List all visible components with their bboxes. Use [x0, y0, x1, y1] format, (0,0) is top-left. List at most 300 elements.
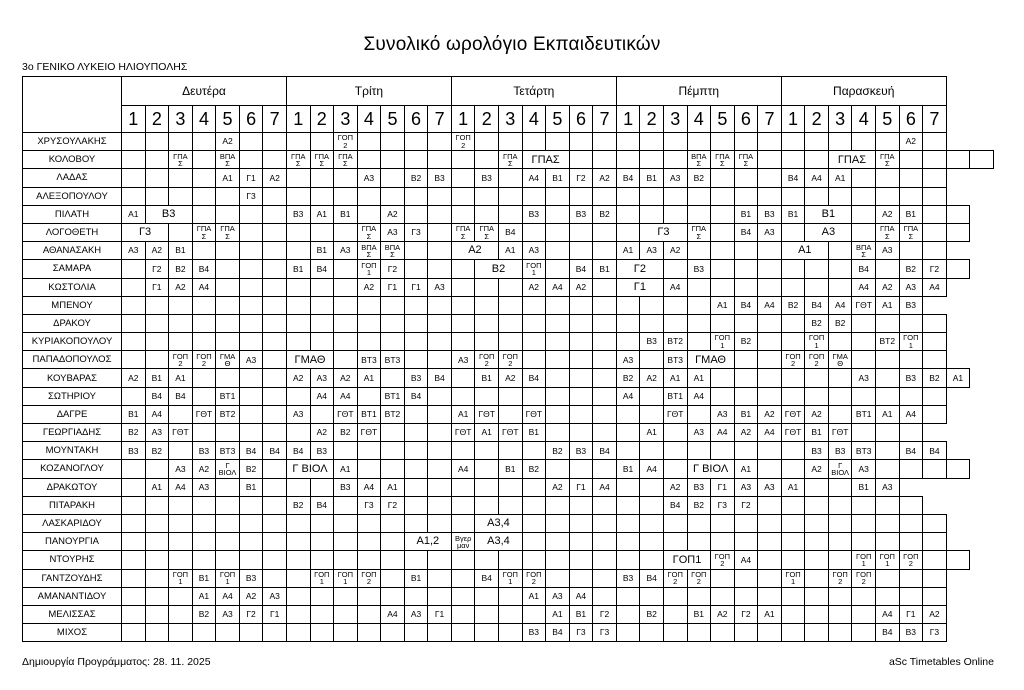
- lesson-cell: [334, 587, 358, 605]
- lesson-cell: [616, 223, 640, 241]
- lesson-cell: ΓΜΑ Θ: [216, 351, 240, 369]
- teacher-row: [23, 151, 994, 169]
- lesson-cell: [169, 187, 193, 205]
- lesson-cell: [828, 278, 852, 296]
- lesson-cell: [899, 169, 923, 187]
- period-header: 3: [334, 106, 358, 133]
- lesson-cell: [923, 187, 947, 205]
- lesson-cell: [286, 133, 310, 151]
- lesson-cell: ΒΤ3: [357, 351, 381, 369]
- lesson-cell: Β3: [899, 624, 923, 642]
- lesson-cell: [569, 133, 593, 151]
- teacher-row: [23, 514, 994, 532]
- lesson-cell: [357, 187, 381, 205]
- lesson-cell: [616, 442, 640, 460]
- lesson-cell: Α1: [310, 205, 334, 223]
- lesson-cell: Β1: [169, 242, 193, 260]
- lesson-cell: [145, 133, 169, 151]
- teacher-row: [23, 405, 994, 423]
- lesson-cell: Β2: [475, 260, 522, 278]
- lesson-cell: Α1: [946, 369, 970, 387]
- lesson-cell: ΓΟΠ 2: [334, 133, 358, 151]
- teacher-name: ΓΑΝΤΖΟΥΔΗΣ: [23, 569, 122, 587]
- teacher-row: [23, 624, 994, 642]
- lesson-cell: Α1: [451, 405, 475, 423]
- lesson-cell: [334, 351, 358, 369]
- lesson-cell: Β3: [404, 369, 428, 387]
- lesson-cell: Β2: [122, 424, 146, 442]
- lesson-cell: [593, 278, 617, 296]
- lesson-cell: Α3: [404, 605, 428, 623]
- lesson-cell: Γ3: [593, 624, 617, 642]
- lesson-cell: ΓΠΑ Σ: [899, 223, 923, 241]
- lesson-cell: [522, 442, 546, 460]
- lesson-cell: [122, 460, 146, 478]
- lesson-cell: [451, 551, 475, 569]
- lesson-cell: Α3: [687, 424, 711, 442]
- lesson-cell: [169, 624, 193, 642]
- lesson-cell: [122, 569, 146, 587]
- lesson-cell: ΓΠΑ Σ: [876, 223, 900, 241]
- lesson-cell: [734, 587, 758, 605]
- lesson-cell: [122, 387, 146, 405]
- lesson-cell: Γ2: [593, 605, 617, 623]
- lesson-cell: [546, 460, 570, 478]
- lesson-cell: [192, 624, 216, 642]
- lesson-cell: [758, 533, 782, 551]
- lesson-cell: [758, 314, 782, 332]
- lesson-cell: [687, 133, 711, 151]
- lesson-cell: [263, 314, 287, 332]
- teacher-name: ΚΟΥΒΑΡΑΣ: [23, 369, 122, 387]
- lesson-cell: Β4: [734, 296, 758, 314]
- lesson-cell: Α3: [145, 424, 169, 442]
- lesson-cell: [616, 151, 640, 169]
- lesson-cell: [781, 260, 805, 278]
- lesson-cell: [593, 133, 617, 151]
- lesson-cell: [593, 314, 617, 332]
- lesson-cell: [216, 514, 240, 532]
- lesson-cell: [428, 151, 452, 169]
- lesson-cell: [546, 223, 570, 241]
- lesson-cell: Β3: [239, 569, 263, 587]
- lesson-cell: [640, 624, 664, 642]
- lesson-cell: Γ1: [569, 478, 593, 496]
- lesson-cell: Β1: [145, 369, 169, 387]
- lesson-cell: [640, 405, 664, 423]
- lesson-cell: ΓΘΤ: [852, 296, 876, 314]
- lesson-cell: [616, 496, 640, 514]
- lesson-cell: [263, 278, 287, 296]
- brand-label: aSc Timetables Online: [888, 656, 994, 668]
- lesson-cell: [192, 333, 216, 351]
- lesson-cell: [334, 624, 358, 642]
- lesson-cell: Β2: [640, 605, 664, 623]
- period-header: 7: [593, 106, 617, 133]
- lesson-cell: ΓΠΑ Σ: [169, 151, 193, 169]
- lesson-cell: [593, 369, 617, 387]
- lesson-cell: [758, 169, 782, 187]
- lesson-cell: Β2: [169, 260, 193, 278]
- lesson-cell: Α4: [569, 587, 593, 605]
- lesson-cell: [734, 351, 758, 369]
- lesson-cell: [758, 587, 782, 605]
- lesson-cell: [451, 187, 475, 205]
- lesson-cell: [546, 369, 570, 387]
- lesson-cell: ΒΤ1: [663, 387, 687, 405]
- lesson-cell: Β4: [192, 260, 216, 278]
- lesson-cell: [593, 242, 617, 260]
- lesson-cell: [593, 569, 617, 587]
- lesson-cell: [122, 551, 146, 569]
- lesson-cell: [640, 205, 664, 223]
- lesson-cell: [923, 587, 947, 605]
- lesson-cell: ΓΟΠ 1: [169, 569, 193, 587]
- lesson-cell: [876, 314, 900, 332]
- lesson-cell: [640, 187, 664, 205]
- lesson-cell: [923, 533, 947, 551]
- period-header: 2: [310, 106, 334, 133]
- lesson-cell: Α4: [687, 387, 711, 405]
- lesson-cell: [711, 187, 735, 205]
- lesson-cell: [451, 605, 475, 623]
- lesson-cell: [663, 424, 687, 442]
- lesson-cell: Β4: [734, 223, 758, 241]
- lesson-cell: Α1: [357, 369, 381, 387]
- lesson-cell: [640, 314, 664, 332]
- lesson-cell: [475, 187, 499, 205]
- lesson-cell: [263, 624, 287, 642]
- lesson-cell: [310, 587, 334, 605]
- lesson-cell: Β4: [899, 442, 923, 460]
- lesson-cell: Β4: [404, 387, 428, 405]
- lesson-cell: [451, 369, 475, 387]
- lesson-cell: [734, 278, 758, 296]
- lesson-cell: Β2: [781, 296, 805, 314]
- lesson-cell: [499, 133, 523, 151]
- lesson-cell: Α3: [616, 351, 640, 369]
- lesson-cell: ΓΟΠ 2: [169, 351, 193, 369]
- lesson-cell: [334, 442, 358, 460]
- lesson-cell: Α4: [828, 296, 852, 314]
- teacher-row: [23, 351, 994, 369]
- teacher-name: ΔΑΓΡΕ: [23, 405, 122, 423]
- lesson-cell: [334, 533, 358, 551]
- lesson-cell: [923, 223, 947, 241]
- lesson-cell: [428, 569, 452, 587]
- lesson-cell: Β2: [593, 205, 617, 223]
- lesson-cell: [946, 205, 970, 223]
- lesson-cell: [758, 242, 782, 260]
- lesson-cell: ΒΤ2: [381, 405, 405, 423]
- lesson-cell: [569, 551, 593, 569]
- lesson-cell: Β2: [286, 496, 310, 514]
- day-header: Πέμπτη: [616, 77, 781, 106]
- teacher-name: ΣΑΜΑΡΑ: [23, 260, 122, 278]
- lesson-cell: [192, 205, 216, 223]
- lesson-cell: Β3: [899, 296, 923, 314]
- lesson-cell: Α2: [286, 369, 310, 387]
- lesson-cell: [616, 333, 640, 351]
- lesson-cell: Β3: [805, 442, 829, 460]
- lesson-cell: [499, 333, 523, 351]
- lesson-cell: [428, 314, 452, 332]
- lesson-cell: ΓΠΑ Σ: [310, 151, 334, 169]
- teacher-name: ΑΘΑΝΑΣΑΚΗ: [23, 242, 122, 260]
- lesson-cell: [852, 514, 876, 532]
- lesson-cell: [923, 242, 947, 260]
- lesson-cell: [451, 496, 475, 514]
- teacher-name: ΧΡΥΣΟΥΛΑΚΗΣ: [23, 133, 122, 151]
- lesson-cell: Β4: [805, 296, 829, 314]
- period-header: 2: [640, 106, 664, 133]
- teacher-row: [23, 460, 994, 478]
- lesson-cell: [852, 133, 876, 151]
- lesson-cell: [781, 605, 805, 623]
- lesson-cell: [758, 351, 782, 369]
- lesson-cell: [781, 278, 805, 296]
- lesson-cell: Α4: [805, 169, 829, 187]
- lesson-cell: [640, 351, 664, 369]
- teacher-row: [23, 242, 994, 260]
- lesson-cell: Β1: [805, 205, 852, 223]
- lesson-cell: [687, 624, 711, 642]
- lesson-cell: [286, 624, 310, 642]
- lesson-cell: [475, 278, 499, 296]
- lesson-cell: [569, 151, 593, 169]
- lesson-cell: [404, 133, 428, 151]
- lesson-cell: ΓΘΤ: [475, 405, 499, 423]
- lesson-cell: [711, 314, 735, 332]
- period-header: 6: [569, 106, 593, 133]
- lesson-cell: [263, 223, 287, 241]
- lesson-cell: [428, 260, 452, 278]
- lesson-cell: [593, 151, 617, 169]
- lesson-cell: [640, 587, 664, 605]
- lesson-cell: [286, 314, 310, 332]
- teacher-name: ΜΙΧΟΣ: [23, 624, 122, 642]
- lesson-cell: [663, 624, 687, 642]
- lesson-cell: Β1: [569, 605, 593, 623]
- lesson-cell: [805, 624, 829, 642]
- lesson-cell: Β4: [663, 496, 687, 514]
- lesson-cell: Γ1: [381, 278, 405, 296]
- lesson-cell: [687, 514, 711, 532]
- lesson-cell: [805, 533, 829, 551]
- lesson-cell: Β1: [734, 405, 758, 423]
- lesson-cell: Α4: [546, 278, 570, 296]
- lesson-cell: [357, 205, 381, 223]
- lesson-cell: [499, 405, 523, 423]
- lesson-cell: [593, 496, 617, 514]
- lesson-cell: Α3: [899, 278, 923, 296]
- lesson-cell: [923, 314, 947, 332]
- lesson-cell: [758, 442, 782, 460]
- lesson-cell: [381, 624, 405, 642]
- lesson-cell: [569, 242, 593, 260]
- lesson-cell: Α3: [876, 478, 900, 496]
- lesson-cell: ΒΠΑ Σ: [381, 242, 405, 260]
- lesson-cell: [852, 314, 876, 332]
- lesson-cell: Γ ΒΙΟΛ: [687, 460, 734, 478]
- lesson-cell: Α4: [357, 478, 381, 496]
- lesson-cell: [239, 369, 263, 387]
- lesson-cell: [286, 551, 310, 569]
- lesson-cell: [593, 424, 617, 442]
- lesson-cell: [122, 133, 146, 151]
- lesson-cell: [192, 551, 216, 569]
- lesson-cell: [923, 333, 947, 351]
- lesson-cell: [451, 296, 475, 314]
- lesson-cell: [239, 333, 263, 351]
- lesson-cell: [687, 314, 711, 332]
- lesson-cell: [663, 314, 687, 332]
- lesson-cell: [192, 169, 216, 187]
- lesson-cell: [852, 187, 876, 205]
- lesson-cell: [734, 533, 758, 551]
- lesson-cell: Α4: [758, 296, 782, 314]
- lesson-cell: [122, 624, 146, 642]
- lesson-cell: [451, 278, 475, 296]
- lesson-cell: Β2: [239, 460, 263, 478]
- lesson-cell: [663, 514, 687, 532]
- lesson-cell: [758, 278, 782, 296]
- period-header: 5: [546, 106, 570, 133]
- lesson-cell: [781, 587, 805, 605]
- lesson-cell: [616, 587, 640, 605]
- lesson-cell: ΓΘΤ: [334, 405, 358, 423]
- teacher-name: ΛΑΔΑΣ: [23, 169, 122, 187]
- lesson-cell: Γ2: [734, 605, 758, 623]
- lesson-cell: [758, 551, 782, 569]
- lesson-cell: [310, 187, 334, 205]
- lesson-cell: [239, 514, 263, 532]
- period-header: 6: [404, 106, 428, 133]
- lesson-cell: [451, 514, 475, 532]
- lesson-cell: ΓΟΠ 1: [711, 333, 735, 351]
- lesson-cell: ΒΠΑ Σ: [357, 242, 381, 260]
- lesson-cell: [145, 496, 169, 514]
- lesson-cell: [263, 187, 287, 205]
- lesson-cell: Γ1: [145, 278, 169, 296]
- lesson-cell: [569, 405, 593, 423]
- lesson-cell: [711, 533, 735, 551]
- teacher-row: [23, 278, 994, 296]
- lesson-cell: Β4: [499, 223, 523, 241]
- lesson-cell: [404, 405, 428, 423]
- lesson-cell: [404, 205, 428, 223]
- lesson-cell: Α3: [758, 223, 782, 241]
- lesson-cell: [663, 296, 687, 314]
- lesson-cell: [734, 624, 758, 642]
- lesson-cell: [216, 624, 240, 642]
- lesson-cell: [805, 496, 829, 514]
- lesson-cell: [923, 169, 947, 187]
- lesson-cell: ΓΟΠ 2: [663, 569, 687, 587]
- lesson-cell: Γ1: [899, 605, 923, 623]
- lesson-cell: [663, 260, 687, 278]
- lesson-cell: Β1: [546, 169, 570, 187]
- teacher-row: [23, 187, 994, 205]
- period-header: 3: [499, 106, 523, 133]
- lesson-cell: ΓΟΠ 2: [192, 351, 216, 369]
- lesson-cell: ΓΟΠ 2: [899, 551, 923, 569]
- teacher-name: ΠΙΛΑΤΗ: [23, 205, 122, 223]
- lesson-cell: Α1: [781, 478, 805, 496]
- lesson-cell: [569, 424, 593, 442]
- lesson-cell: ΓΟΠ 2: [357, 569, 381, 587]
- lesson-cell: Β4: [781, 169, 805, 187]
- lesson-cell: [593, 333, 617, 351]
- lesson-cell: [758, 569, 782, 587]
- lesson-cell: [522, 387, 546, 405]
- lesson-cell: [286, 478, 310, 496]
- lesson-cell: [239, 496, 263, 514]
- lesson-cell: ΓΠΑ Σ: [216, 223, 240, 241]
- teacher-name: ΚΟΖΑΝΟΓΛΟΥ: [23, 460, 122, 478]
- period-header: 7: [428, 106, 452, 133]
- lesson-cell: [852, 424, 876, 442]
- lesson-cell: [404, 351, 428, 369]
- lesson-cell: [687, 442, 711, 460]
- lesson-cell: ΓΠΑΣ: [522, 151, 569, 169]
- lesson-cell: Β4: [145, 387, 169, 405]
- lesson-cell: [381, 460, 405, 478]
- lesson-cell: [663, 187, 687, 205]
- lesson-cell: [546, 496, 570, 514]
- lesson-cell: Β3: [475, 169, 499, 187]
- lesson-cell: [640, 551, 664, 569]
- lesson-cell: [805, 551, 829, 569]
- lesson-cell: Α2: [899, 133, 923, 151]
- lesson-cell: [310, 223, 334, 241]
- lesson-cell: Β3: [522, 205, 546, 223]
- lesson-cell: [334, 496, 358, 514]
- lesson-cell: [663, 533, 687, 551]
- lesson-cell: Γ ΒΙΟΛ: [286, 460, 333, 478]
- lesson-cell: [687, 296, 711, 314]
- lesson-cell: [263, 460, 287, 478]
- lesson-cell: [169, 314, 193, 332]
- lesson-cell: Β2: [192, 605, 216, 623]
- lesson-cell: [499, 478, 523, 496]
- teacher-row: [23, 314, 994, 332]
- lesson-cell: [569, 223, 593, 241]
- lesson-cell: ΓΟΠ 1: [310, 569, 334, 587]
- lesson-cell: [805, 187, 829, 205]
- lesson-cell: Β1: [499, 460, 523, 478]
- lesson-cell: Β3: [569, 205, 593, 223]
- lesson-cell: [475, 151, 499, 169]
- lesson-cell: Α1: [192, 587, 216, 605]
- lesson-cell: [640, 514, 664, 532]
- lesson-cell: [711, 205, 735, 223]
- lesson-cell: [640, 387, 664, 405]
- lesson-cell: [593, 351, 617, 369]
- lesson-cell: [475, 133, 499, 151]
- lesson-cell: [145, 314, 169, 332]
- lesson-cell: [404, 514, 428, 532]
- lesson-cell: [828, 624, 852, 642]
- lesson-cell: [852, 205, 876, 223]
- lesson-cell: Α2: [169, 278, 193, 296]
- lesson-cell: Α3: [357, 169, 381, 187]
- lesson-cell: [381, 169, 405, 187]
- lesson-cell: Α3: [522, 242, 546, 260]
- teacher-row: [23, 260, 994, 278]
- lesson-cell: [216, 296, 240, 314]
- lesson-cell: [428, 551, 452, 569]
